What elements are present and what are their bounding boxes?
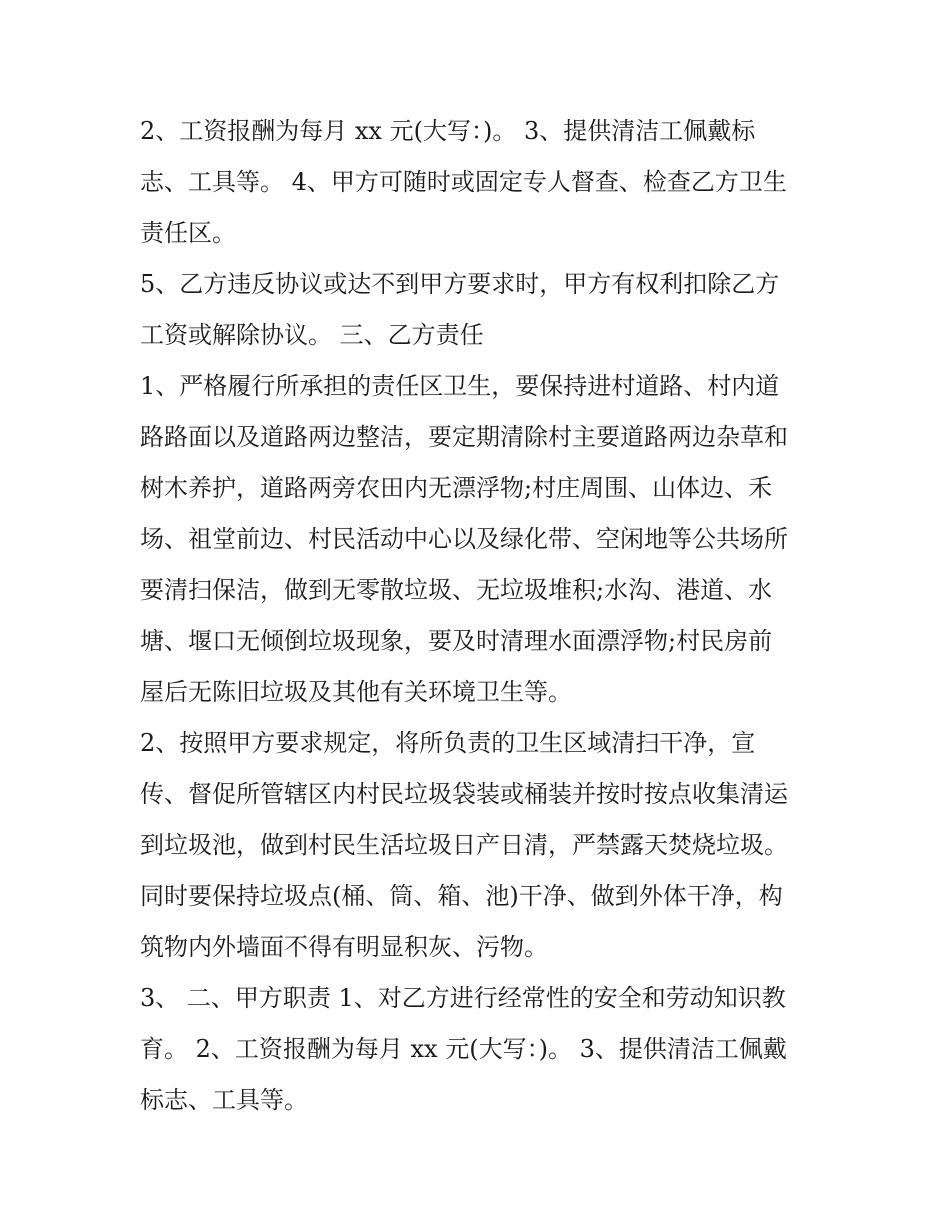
text-line: 育。 2、工资报酬为每月 xx 元(大写：)。 3、提供清洁工佩戴 <box>140 1035 787 1063</box>
paragraph-area-sanitation-duty <box>140 361 820 718</box>
text-line: 志、工具等。 4、甲方可随时或固定专人督查、检查乙方卫生 <box>140 168 787 196</box>
text-line: 1、严格履行所承担的责任区卫生，要保持进村道路、村内道 <box>140 372 780 400</box>
text-line: 2、工资报酬为每月 xx 元(大写：)。 3、提供清洁工佩戴标 <box>140 117 756 145</box>
text-line: 3、 二、甲方职责 1、对乙方进行经常性的安全和劳动知识教 <box>140 984 786 1012</box>
text-line: 要清扫保洁，做到无零散垃圾、无垃圾堆积;水沟、港道、水 <box>140 576 773 604</box>
text-line: 到垃圾池，做到村民生活垃圾日产日清，严禁露天焚烧垃圾。 <box>140 831 788 859</box>
text-line: 筑物内外墙面不得有明显积灰、污物。 <box>140 933 548 961</box>
document-body <box>140 106 820 1126</box>
text-line: 树木养护，道路两旁农田内无漂浮物;村庄周围、山体边、禾 <box>140 474 773 502</box>
text-line: 同时要保持垃圾点(桶、筒、箱、池)干净、做到外体干净，构 <box>140 882 783 910</box>
text-line: 塘、堰口无倾倒垃圾现象，要及时清理水面漂浮物;村民房前 <box>140 627 773 655</box>
text-line: 5、乙方违反协议或达不到甲方要求时，甲方有权利扣除乙方 <box>140 270 780 298</box>
text-line: 场、祖堂前边、村民活动中心以及绿化带、空闲地等公共场所 <box>140 525 788 553</box>
paragraph-cleaning-and-collection <box>140 718 820 973</box>
text-line: 标志、工具等。 <box>140 1086 308 1114</box>
paragraph-wages-and-supervision <box>140 106 820 259</box>
text-line: 责任区。 <box>140 219 236 247</box>
text-line: 屋后无陈旧垃圾及其他有关环境卫生等。 <box>140 678 572 706</box>
paragraph-breach-of-agreement <box>140 259 820 361</box>
text-line: 路路面以及道路两边整洁，要定期清除村主要道路两边杂草和 <box>140 423 788 451</box>
text-line: 工资或解除协议。 三、乙方责任 <box>140 321 484 349</box>
paragraph-party-a-duties <box>140 973 820 1126</box>
text-line: 2、按照甲方要求规定，将所负责的卫生区域清扫干净，宣 <box>140 729 756 757</box>
text-line: 传、督促所管辖区内村民垃圾袋装或桶装并按时按点收集清运 <box>140 780 788 808</box>
